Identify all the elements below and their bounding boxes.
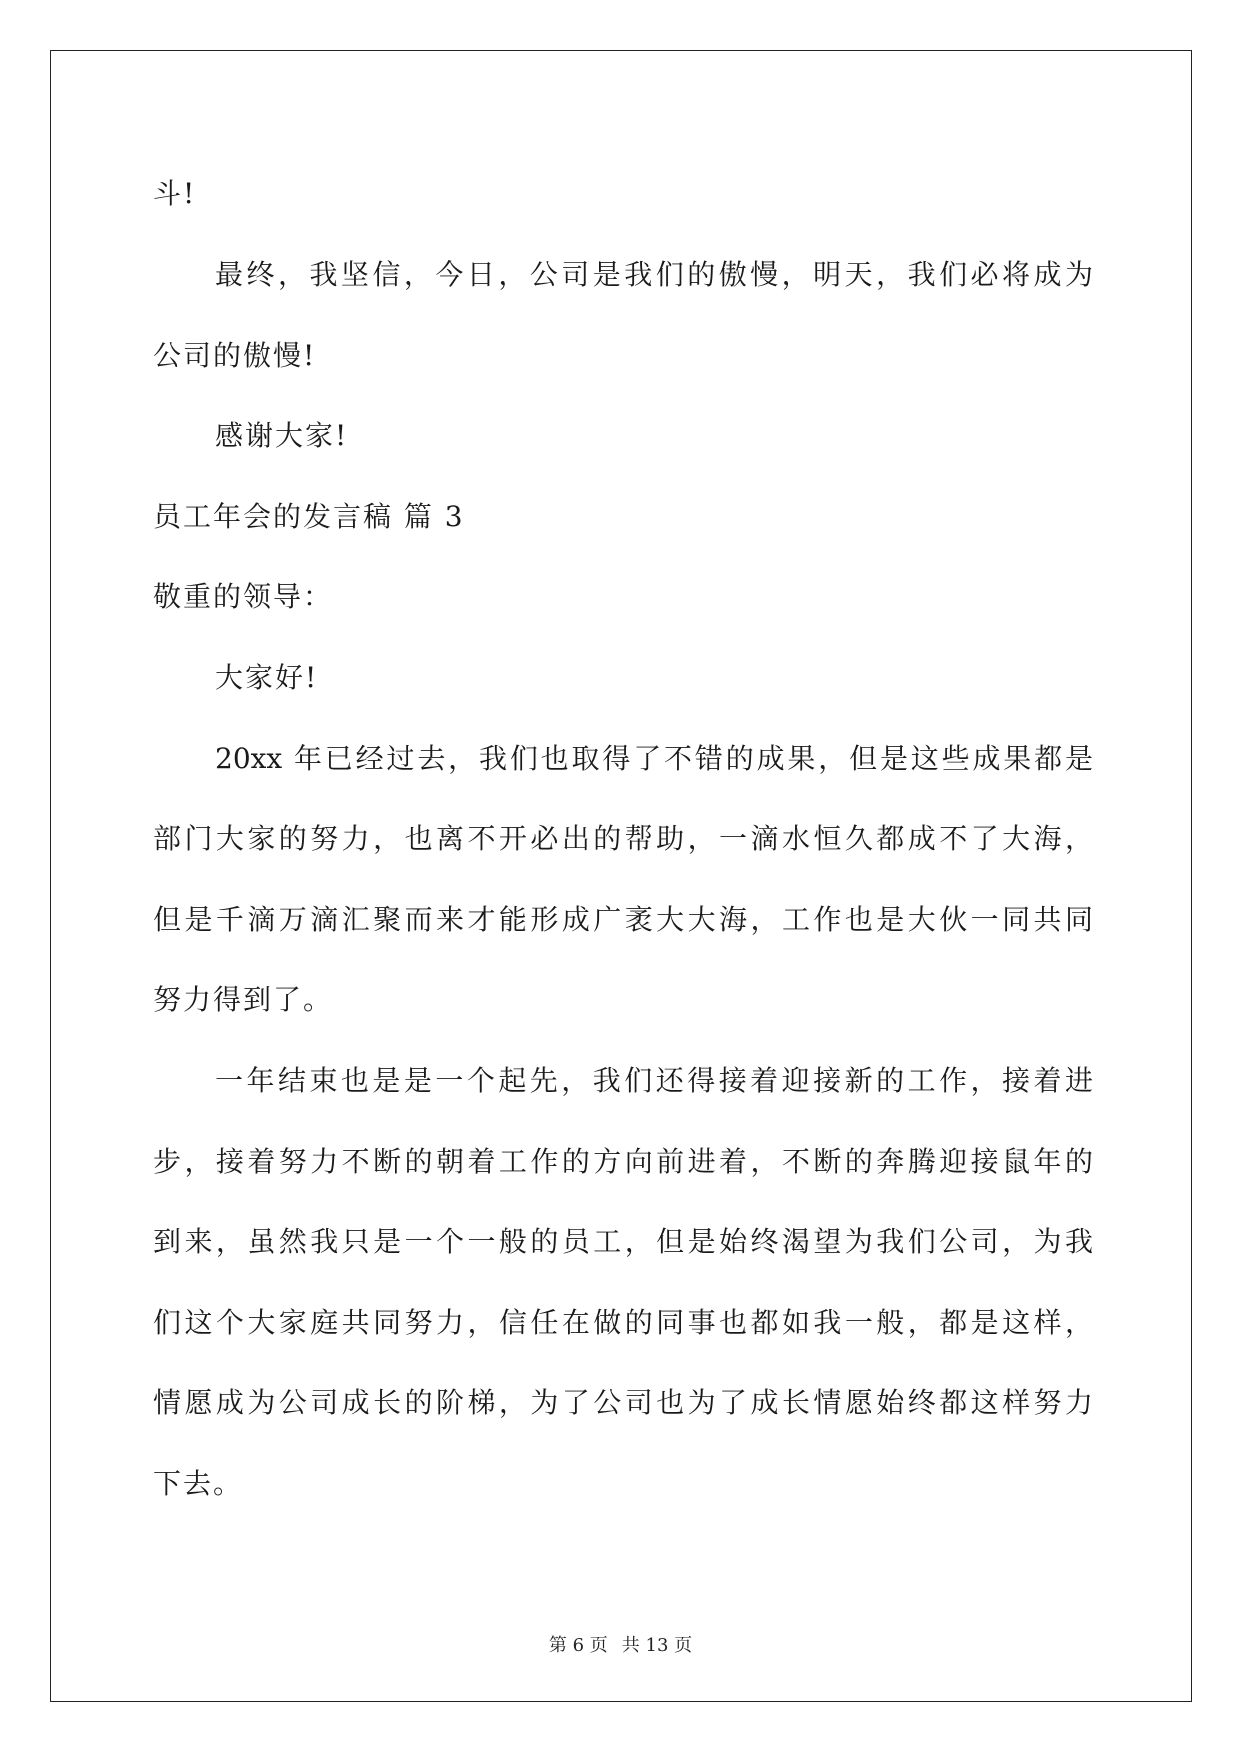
paragraph-line: 努力得到了。 [153, 983, 334, 1016]
paragraph-line: 下去。 [153, 1467, 244, 1500]
paragraph-line: 们这个大家庭共同努力，信任在做的同事也都如我一般，都是这样， [153, 1306, 1093, 1339]
paragraph-line: 步，接着努力不断的朝着工作的方向前进着，不断的奔腾迎接鼠年的 [153, 1145, 1093, 1178]
paragraph-line: 但是千滴万滴汇聚而来才能形成广袤大大海，工作也是大伙一同共同 [153, 903, 1093, 936]
total-pages-label: 共 13 页 [621, 1635, 693, 1656]
paragraph-line: 最终，我坚信，今日，公司是我们的傲慢，明天，我们必将成为 [215, 258, 1093, 291]
greeting: 大家好! [215, 661, 319, 694]
paragraph-line: 20xx 年已经过去，我们也取得了不错的成果，但是这些成果都是 [215, 742, 1093, 775]
section-heading: 员工年会的发言稿 篇 3 [153, 500, 465, 533]
paragraph-line: 情愿成为公司成长的阶梯，为了公司也为了成长情愿始终都这样努力 [153, 1386, 1093, 1419]
page-border [50, 50, 1192, 1702]
page-footer [0, 1634, 1241, 1658]
paragraph-line: 部门大家的努力，也离不开必出的帮助，一滴水恒久都成不了大海， [153, 822, 1093, 855]
paragraph-line: 感谢大家! [215, 419, 349, 452]
salutation: 敬重的领导： [153, 580, 334, 613]
paragraph-line: 一年结束也是是一个起先，我们还得接着迎接新的工作，接着进 [215, 1064, 1093, 1097]
current-page-label: 第 6 页 [548, 1635, 608, 1656]
paragraph-line: 公司的傲慢! [153, 339, 317, 372]
paragraph-line: 到来，虽然我只是一个一般的员工，但是始终渴望为我们公司，为我 [153, 1225, 1093, 1258]
paragraph-line: 斗! [153, 177, 197, 210]
